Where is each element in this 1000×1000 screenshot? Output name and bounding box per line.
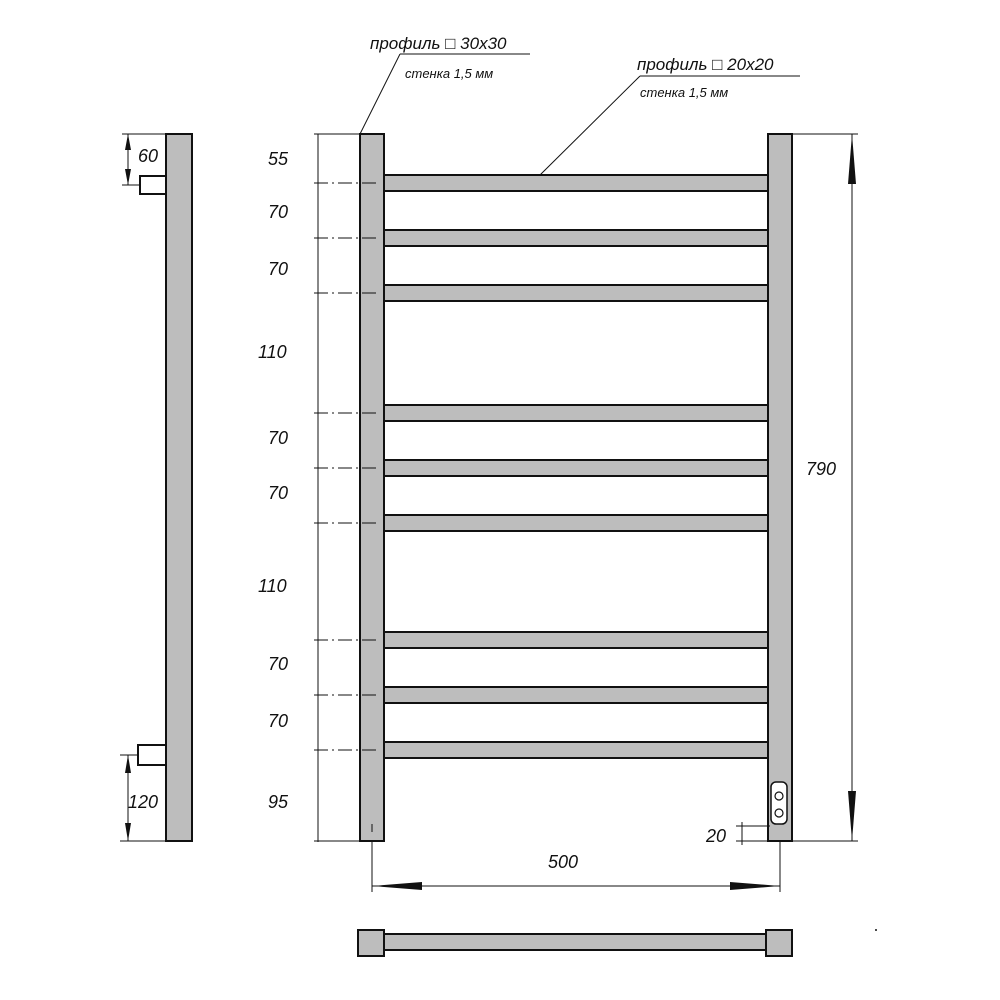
crossbar-3: [380, 285, 772, 301]
bar-profile-leader: [540, 76, 640, 175]
main-profile-leader: [360, 54, 400, 134]
side-bracket-bottom: [138, 745, 168, 765]
spacing-label-9: 70: [268, 711, 289, 731]
crossbar-5: [380, 460, 772, 476]
height-arrow-bottom: [848, 791, 856, 841]
side-view: [120, 134, 192, 841]
crossbar-6: [380, 515, 772, 531]
width-label: 500: [548, 852, 579, 872]
spacing-label-1: 55: [268, 149, 289, 169]
profile-annotations: [360, 34, 800, 175]
spacing-label-6: 70: [268, 483, 289, 503]
width-dimension: [372, 842, 780, 892]
connector-pin-top: [775, 792, 783, 800]
height-arrow-top: [848, 134, 856, 184]
side-bracket-top: [140, 176, 168, 194]
bar-profile-label: профиль □ 20x20: [637, 55, 774, 74]
side-top-label: 60: [138, 146, 159, 166]
spacing-label-2: 70: [268, 202, 289, 222]
spacing-label-7: 110: [258, 576, 287, 596]
main-profile-wall-label: стенка 1,5 мм: [405, 66, 494, 81]
top-view-left-post: [358, 930, 384, 956]
top-view-bar: [380, 934, 772, 950]
left-vertical-rail: [360, 134, 384, 841]
spacing-label-4: 110: [258, 342, 287, 362]
top-view: [358, 929, 877, 956]
spacing-label-5: 70: [268, 428, 289, 448]
width-arrow-right: [730, 882, 780, 890]
connector-offset-dimension: [705, 822, 770, 846]
main-profile-label: профиль □ 30x30: [370, 34, 507, 53]
crossbar-8: [380, 687, 772, 703]
electrical-connector: [771, 782, 787, 824]
right-vertical-rail: [768, 134, 792, 841]
crossbar-9: [380, 742, 772, 758]
width-arrow-left: [372, 882, 422, 890]
crossbar-1: [380, 175, 772, 191]
crossbar-7: [380, 632, 772, 648]
top-view-right-post: [766, 930, 792, 956]
connector-plate: [771, 782, 787, 824]
spacing-label-3: 70: [268, 259, 289, 279]
bar-profile-wall-label: стенка 1,5 мм: [640, 85, 729, 100]
front-view: [360, 134, 792, 841]
stray-dot: [875, 929, 877, 931]
connector-pin-bottom: [775, 809, 783, 817]
side-bottom-label: 120: [128, 792, 159, 812]
height-dimension: [792, 134, 858, 841]
height-label: 790: [806, 459, 837, 479]
crossbar-2: [380, 230, 772, 246]
connector-offset-label: 20: [706, 826, 727, 846]
side-rail: [166, 134, 192, 841]
spacing-label-10: 95: [268, 792, 289, 812]
crossbar-4: [380, 405, 772, 421]
spacing-label-8: 70: [268, 654, 289, 674]
crossbars: [380, 175, 772, 758]
